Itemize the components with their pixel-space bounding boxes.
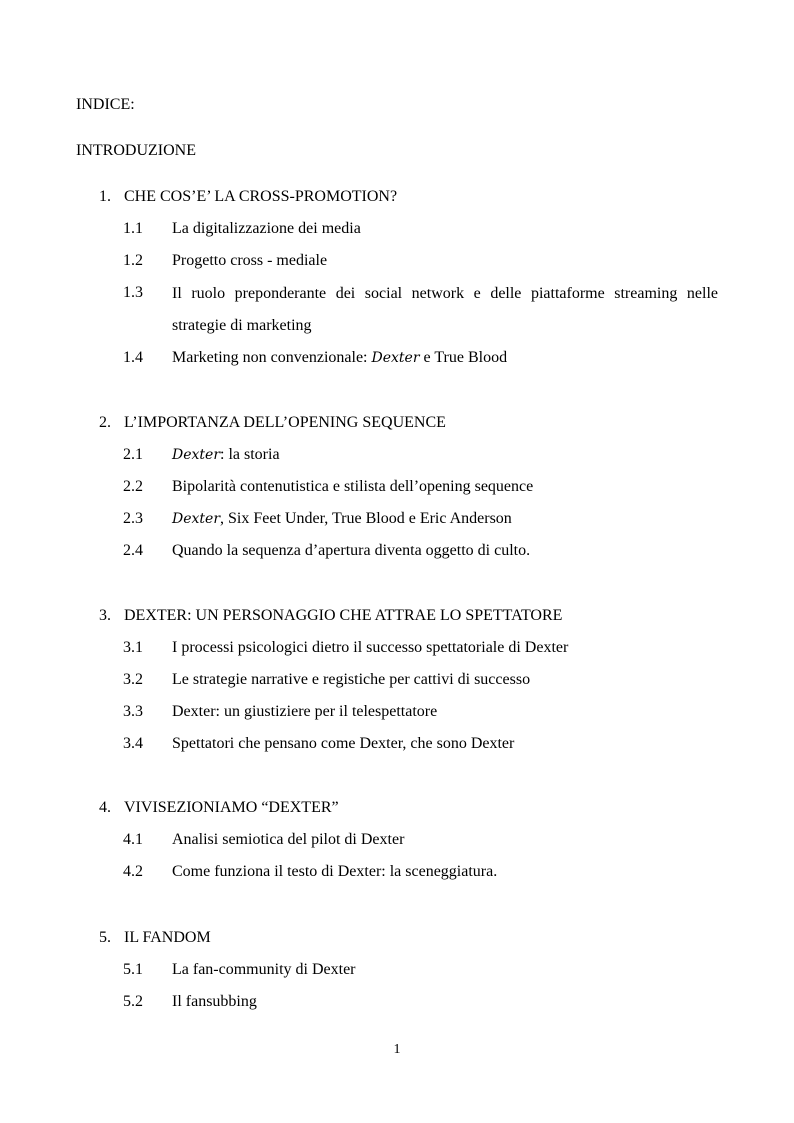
section-number: 5.1 [123,961,143,978]
chapter-number: 5. [99,929,111,946]
chapter-title [99,799,339,817]
chapter-title [99,607,562,625]
index-title: INDICE: [76,96,135,113]
section-title: La fan-community di Dexter [172,961,356,978]
section-number: 1.4 [123,349,143,366]
section-title: Spettatori che pensano come Dexter, che sono Dexter [172,735,515,752]
chapter-number: 1. [99,188,111,205]
chapter-number: 4. [99,799,111,816]
chapter-title-text: IL FANDOM [124,929,211,946]
section-number: 3.4 [123,735,143,752]
section-title: La digitalizzazione dei media [172,220,361,237]
section-title: Dexter, Six Feet Under, True Blood e Eric Anderson [172,510,512,527]
section-title: Il ruolo preponderante dei social network e delle piattaforme streaming nelle strategie di marketing [172,285,718,334]
section-title: Come funziona il testo di Dexter: la sceneggiatura. [172,863,498,880]
section-title: Le strategie narrative e registiche per cattivi di successo [172,671,531,688]
italic-title: Dexter [371,350,420,366]
italic-title: Dexter [172,511,221,527]
section-number: 1.1 [123,220,143,237]
section-number: 4.1 [123,831,143,848]
section-title: Il fansubbing [172,993,257,1010]
section-title: Quando la sequenza d’apertura diventa oggetto di culto. [172,542,531,559]
chapter-title [99,188,397,206]
section-number: 3.3 [123,703,143,720]
chapter-title [99,929,211,947]
section-number: 5.2 [123,993,143,1010]
chapter-number: 2. [99,414,111,431]
section-number: 2.2 [123,478,143,495]
chapter-title-text: L’IMPORTANZA DELL’OPENING SEQUENCE [124,414,446,431]
section-number: 2.4 [123,542,143,559]
page-number: 1 [393,1042,401,1057]
section-number: 2.3 [123,510,143,527]
section-title: Progetto cross - mediale [172,252,328,269]
section-title: Dexter: un giustiziere per il telespettatore [172,703,438,720]
chapter-title-text: CHE COS’E’ LA CROSS-PROMOTION? [124,188,398,205]
section-title: Dexter: la storia [172,446,280,463]
italic-title: Dexter [172,447,221,463]
section-number: 2.1 [123,446,143,463]
chapter-title [99,414,446,432]
section-number: 3.1 [123,639,143,656]
section-title: I processi psicologici dietro il successo spettatoriale di Dexter [172,639,569,656]
section-number: 4.2 [123,863,143,880]
section-number: 3.2 [123,671,143,688]
chapter-title-text: VIVISEZIONIAMO “DEXTER” [124,799,339,816]
introduction-title: INTRODUZIONE [76,142,196,159]
section-title: Analisi semiotica del pilot di Dexter [172,831,405,848]
section-number: 1.2 [123,252,143,269]
chapter-title-text: DEXTER: UN PERSONAGGIO CHE ATTRAE LO SPETTATORE [124,607,563,624]
section-title: Bipolarità contenutistica e stilista dell’opening sequence [172,478,534,495]
chapter-number: 3. [99,607,111,624]
section-title: Marketing non convenzionale: Dexter e True Blood [172,349,508,366]
section-number: 1.3 [123,284,143,301]
